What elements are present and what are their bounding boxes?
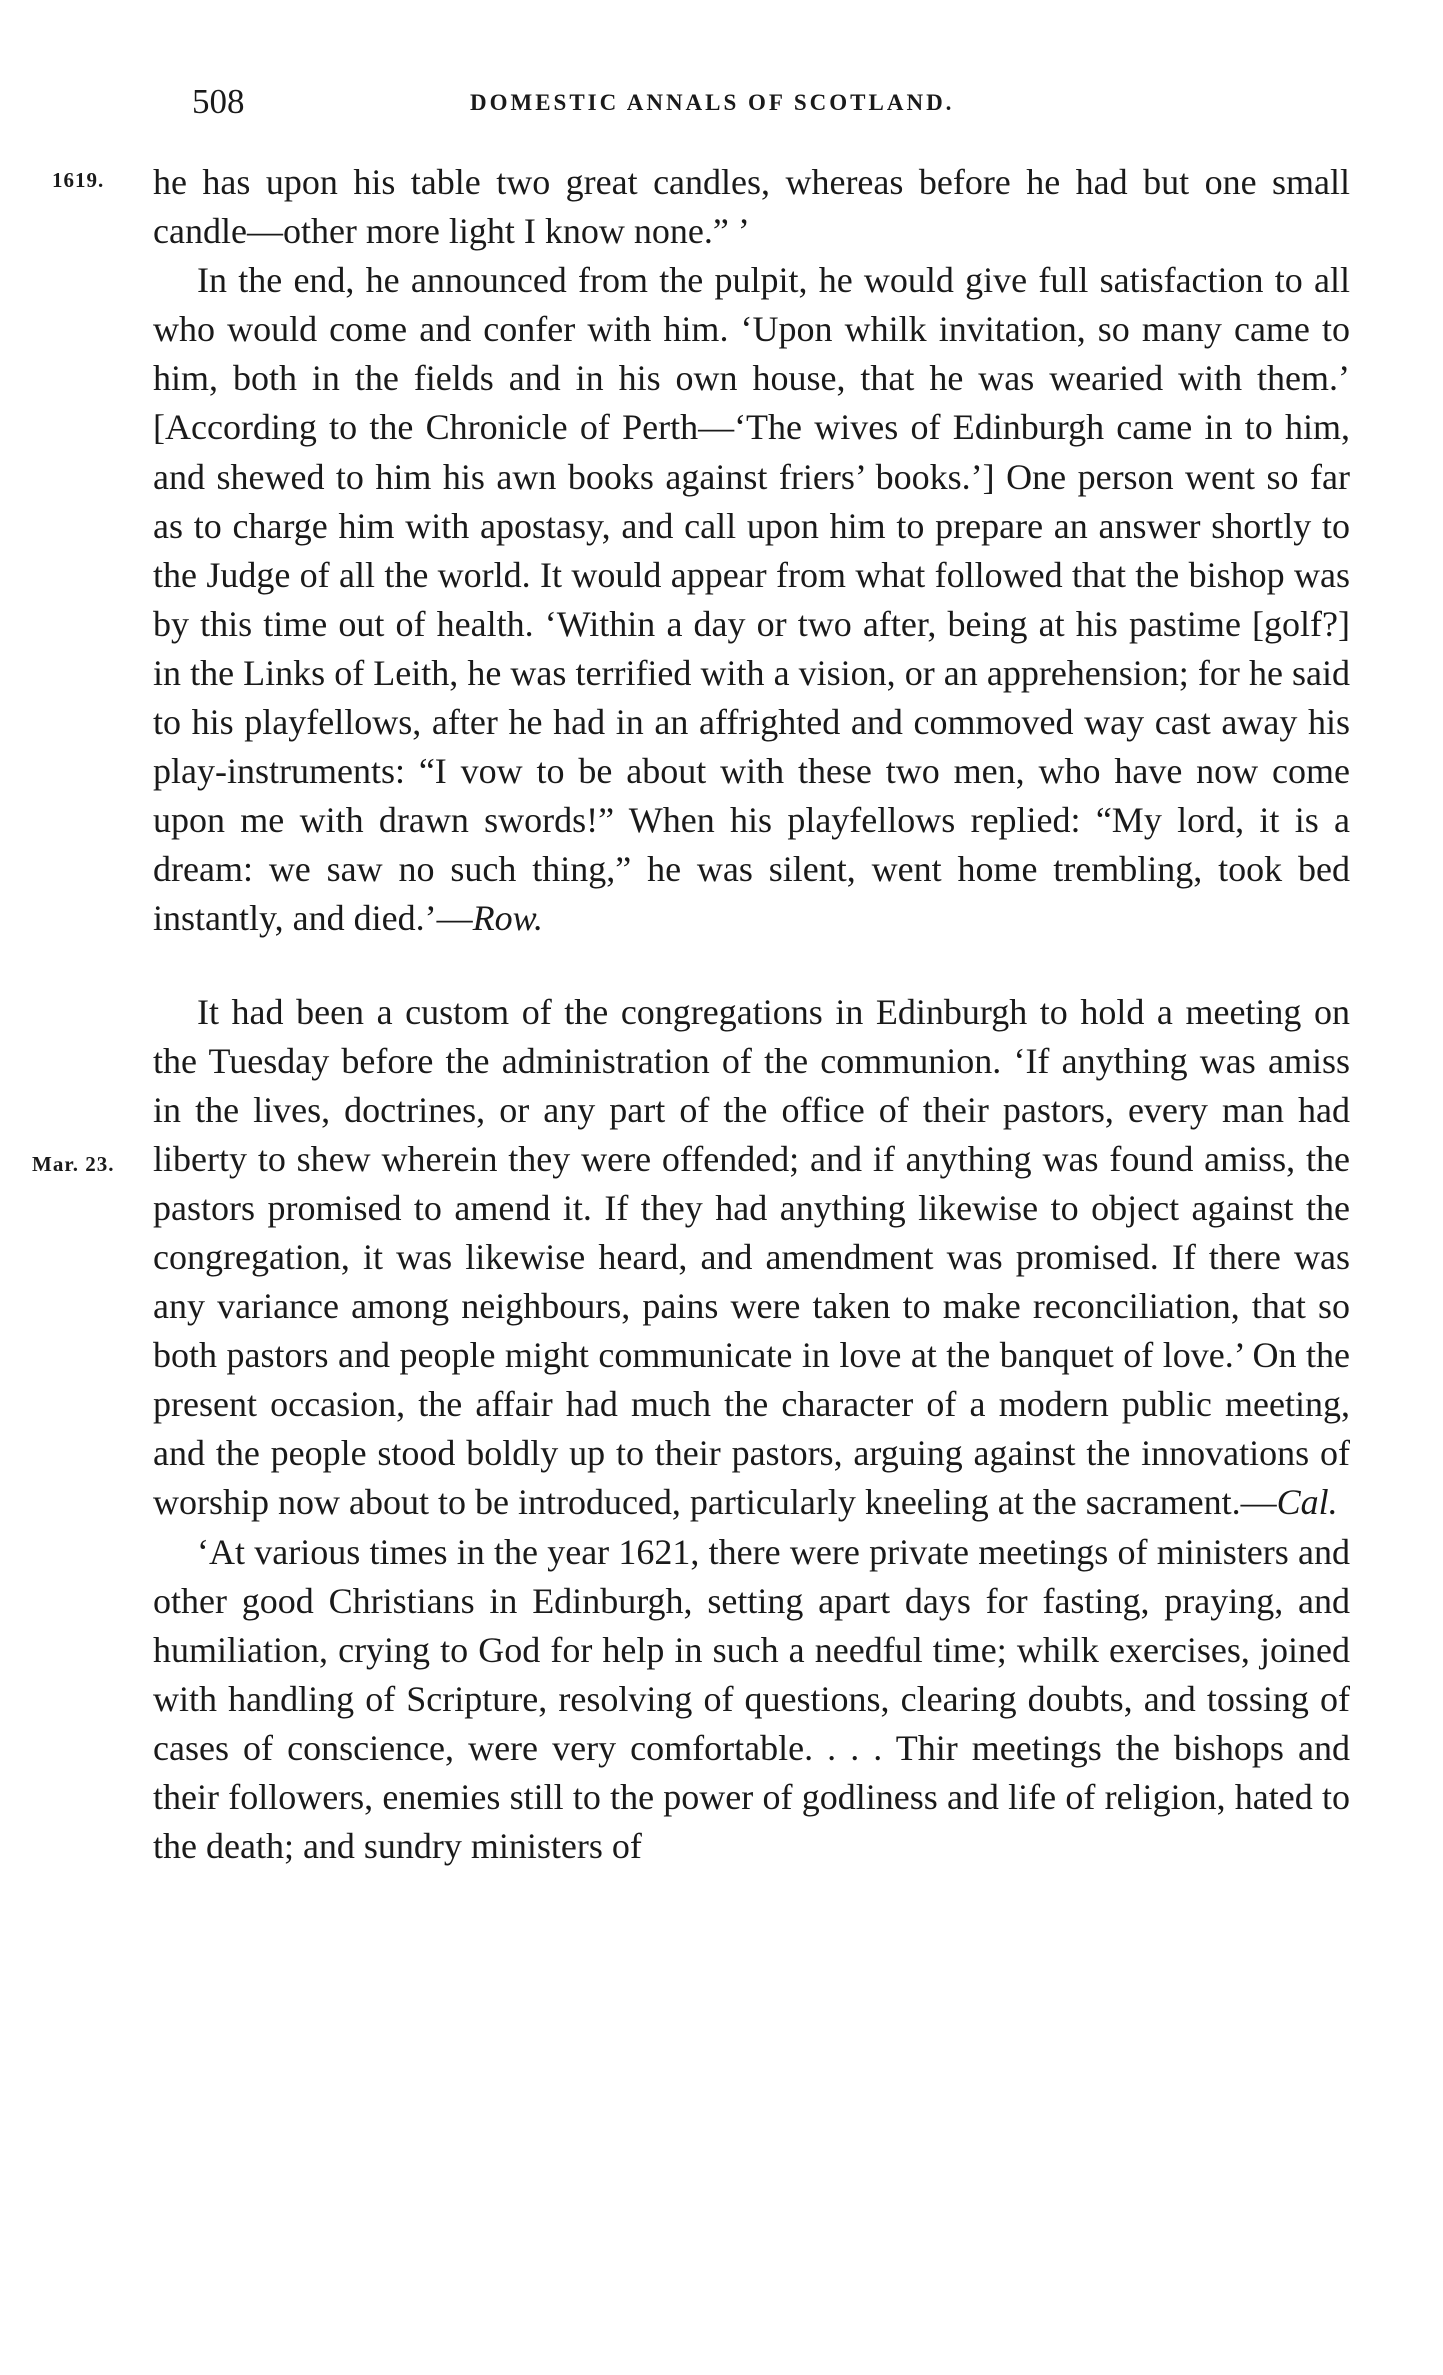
- source-citation: Row.: [472, 898, 543, 939]
- page-number: 508: [192, 82, 245, 121]
- margin-note-year: 1619.: [52, 168, 105, 192]
- paragraph-meetings: ‘At various times in the year 1621, there were private meetings of ministers and other good Christians in Edinburgh, setting apart days for fasting, praying, and humiliation, crying to God for help in such a needful time; whilk exercises, joined with handling of Scripture, resolving of questions, clearing doubts, and tossing of cases of conscience, were very comfortable. . . . Thir meetings the bishops and their followers, enemies still to the power of godliness and life of religion, hated to the death; and sundry ministers of: [153, 1531, 1350, 1867]
- body-text: [153, 158, 1350, 1871]
- running-title: DOMESTIC ANNALS OF SCOTLAND.: [470, 90, 955, 115]
- paragraph-congregations: It had been a custom of the congregations in Edinburgh to hold a meeting on the Tuesday before the administration of the communion. ‘If anything was amiss in the lives, doctrines, or any part of the office of their pastors, every man had liberty to shew wherein they were offended; and if anything was found amiss, the pastors promised to amend it. If they had anything likewise to object against the congregation, it was likewise heard, and amendment was promised. If there was any variance among neighbours, pains were taken to make reconciliation, that so both pastors and people might communicate in love at the banquet of love.’ On the present occasion, the affair had much the character of a modern public meeting, and the people stood boldly up to their pastors, arguing against the innovations of worship now about to be introduced, particularly kneeling at the sacrament.—Cal.: [153, 991, 1350, 1523]
- paragraph-continuation: he has upon his table two great candles, whereas before he had but one small candle—other more light I know none.” ’: [153, 162, 1350, 252]
- source-citation: Cal.: [1276, 1482, 1338, 1523]
- page-header: [192, 82, 1357, 132]
- margin-note-date: Mar. 23.: [32, 1152, 115, 1176]
- paragraph-bishop: In the end, he announced from the pulpit, he would give full satisfaction to all who would come and confer with him. ‘Upon whilk invitation, so many came to him, both in the fields and in his own house, that he was wearied with them.’ [According to the Chronicle of Perth—‘The wives of Edinburgh came in to him, and shewed to him his awn books against friers’ books.’] One person went so far as to charge him with apostasy, and call upon him to prepare an answer shortly to the Judge of all the world. It would appear from what followed that the bishop was by this time out of health. ‘Within a day or two after, being at his pastime [golf?] in the Links of Leith, he was terrified with a vision, or an apprehension; for he said to his playfellows, after he had in an affrighted and commoved way cast away his play-instruments: “I vow to be about with these two men, who have now come upon me with drawn swords!” When his playfellows replied: “My lord, it is a dream: we saw no such thing,” he was silent, went home trembling, took bed instantly, and died.’—Row.: [153, 260, 1350, 939]
